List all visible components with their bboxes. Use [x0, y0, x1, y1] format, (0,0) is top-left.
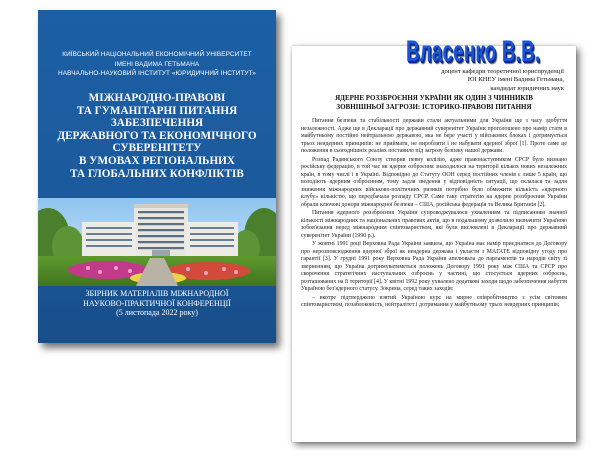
cover-title-line: СУВЕРЕНІТЕТУ [112, 142, 202, 155]
affiliation-line: доцент кафедри теоретичної юриспруденції [441, 68, 564, 75]
article-title [302, 94, 566, 111]
institution-line: НАВЧАЛЬНО-НАУКОВИЙ ІНСТИТУТ «ЮРИДИЧНИЙ ІНСТИТУТ» [58, 70, 256, 78]
article-paragraph: Питання ядерного роззброєння України супроводжувалося ухваленням та підписанням значної кількості міжнародних та національних правових актів, що в подальшому дозволило визначити Україною зобов'язання перед міжнародним співтовариством, які були висловлені в Декларації про державний суверенітет України (1990 р.). [301, 210, 567, 239]
cover-title-line: ТА ГУМАНІТАРНІ ПИТАННЯ [76, 104, 238, 117]
cover-title-line: ТА ГЛОБАЛЬНИХ КОНФЛІКТІВ [70, 167, 244, 180]
cover-footer [46, 289, 268, 318]
article-paragraph: Питання безпеки та стабільності держави стали актуальними для України ще з часу здобуття незалежності. Адже ще в Декларації про державний суверенітет України проголошено про намір стати в майбутньому постійно нейтральною державою, яка не бере участі у військових блоках і дотримується трьох неядерних принципів: не приймати, не виробляти і не набувати ядерної зброї [1]. Проте саме це положення в сьогоднішніх реаліях поставило під загрозу безпеку нашої держави. [301, 118, 567, 155]
affiliation-line: кандидат юридичних наук [490, 84, 564, 92]
article-page [292, 46, 576, 442]
cover-institution [46, 50, 268, 79]
institution-line: КИЇВСЬКИЙ НАЦІОНАЛЬНИЙ ЕКОНОМІЧНИЙ УНІВЕРСИТЕТ [62, 51, 252, 58]
article-body [301, 118, 567, 311]
article-paragraph: Розпад Радянського Союзу створив певну колізію, адже правонаступником СРСР було визнано російську федерацію, в той час як ядерне озброєння знаходилося на території кількох нових незалежних країн, в тому числі і в Україні. Відповідно до Статуту ООН серед постійних членів є лише 5 країн, що володіють ядерним озброєнням, тому задля зведення у відповідність ситуації, що склалася та задля зниження міжнародних військово-політичних ризиків потрібно було обмежити кількість «ядерного клубу» кількістю, що передбачала розпаду СРСР. Саме таку стратегію на ядерне роззброєння України обрали ключові донори міжнародної безпеки – США, російська федерація та Велика Британія [2]. [301, 156, 567, 208]
institution-line: ІМЕНІ ВАДИМА ГЕТЬМАНА [114, 60, 200, 68]
cover-title-line: В УМОВАХ РЕГІОНАЛЬНИХ [79, 154, 235, 167]
article-paragraph: – вкотре підтверджено взятий Україною курс на мирне співробітництво з усім світовим співтовариством, позаблоковість, нейтралітет і дотримання у майбутньому трьох неядерних принципів; [301, 294, 567, 309]
university-building-photo [38, 198, 276, 286]
article-paragraph: У жовтні 1991 році Верховна Рада України заявила, що Україна має намір приєднатися до Договору про нерозповсюдження ядерної зброї як неядерна держава і укласти з МАГАТЕ відповідну угоду про гарантії [3]. У грудні 1991 року Верховна Рада України апелювала до парламентів та народів світу зі зверненням, що Україна дотримуватиметься положень Договору 1991 року між США та СРСР про скорочення стратегічних наступальних озброєнь у частині, що стосується ядерних озброєнь, розташованих на її території [4]. У квітні 1992 року ухвалено додаткові заходи щодо забезпечення набуття Україною без'ядерного статусу. Зокрема, серед таких заходів: [301, 241, 567, 293]
cover-title-line: МІЖНАРОДНО-ПРАВОВІ [88, 92, 226, 104]
cover-title-line: ЗАБЕЗПЕЧЕННЯ [110, 117, 204, 130]
cover-footer-line: (5 листопада 2022 року) [116, 308, 198, 318]
cover-title-line: ДЕРЖАВНОГО ТА ЕКОНОМІЧНОГО [57, 129, 257, 142]
cover-footer-line: НАУКОВО-ПРАКТИЧНОЇ КОНФЕРЕНЦІЇ [83, 298, 231, 308]
cover-title [42, 92, 272, 180]
author-name: Власенко В.В. [406, 35, 541, 68]
article-title-line: ЗОВНІШНЬОЇ ЗАГРОЗИ: ІСТОРИКО-ПРАВОВІ ПИТАННЯ [336, 102, 532, 111]
affiliation-line: ЮІ КНЕУ імені Вадима Гетьмана, [467, 76, 564, 84]
cover-footer-line: ЗБІРНИК МАТЕРІАЛІВ МІЖНАРОДНОЇ [85, 289, 229, 298]
book-cover [38, 10, 276, 343]
author-affiliation [441, 68, 564, 93]
article-title-line: ЯДЕРНЕ РОЗЗБРОЄННЯ УКРАЇНИ ЯК ОДИН З ЧИННИКІВ [335, 94, 533, 102]
